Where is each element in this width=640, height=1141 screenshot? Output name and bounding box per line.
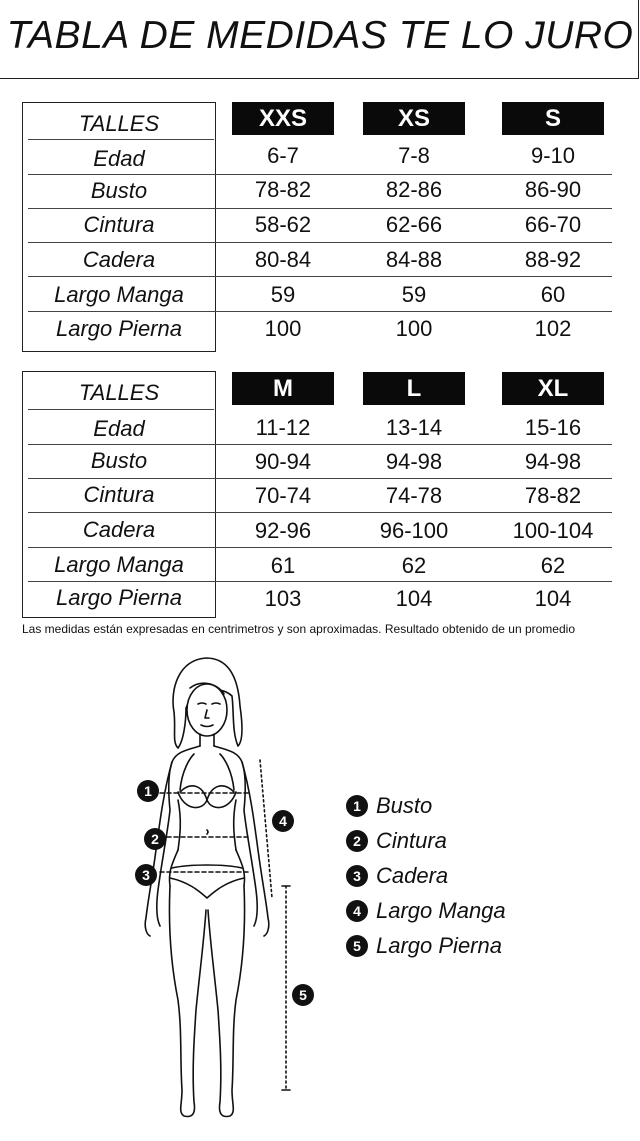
body-measurement-figure <box>120 650 340 1130</box>
table-cell: 78-82 <box>254 177 312 202</box>
marker-5-badge: 5 <box>292 984 314 1006</box>
table-cell: 59 <box>401 282 427 307</box>
measurement-legend <box>346 789 626 964</box>
row-label-largo-manga: Largo Manga <box>54 282 184 307</box>
table-cell: 96-100 <box>379 518 449 543</box>
table-cell: 78-82 <box>524 483 582 508</box>
marker-3-badge: 3 <box>135 864 157 886</box>
table-cell: 100 <box>264 316 302 341</box>
measurement-note: Las medidas están expresadas en centrimetros y son aproximadas. Resultado obtenido de un promedio <box>22 622 575 636</box>
table-cell: 80-84 <box>254 247 312 272</box>
body-outline-illustration <box>120 650 340 1130</box>
legend-label: Cintura <box>376 828 447 853</box>
legend-number-badge: 2 <box>346 830 368 852</box>
table-cell: 86-90 <box>524 177 582 202</box>
table-cell: 104 <box>534 586 572 611</box>
table-cell: 11-12 <box>255 415 311 440</box>
marker-4-badge: 4 <box>272 810 294 832</box>
legend-label: Busto <box>376 793 433 818</box>
marker-2-badge: 2 <box>144 828 166 850</box>
table-cell: 100 <box>395 316 433 341</box>
size-header-m: M <box>232 372 334 405</box>
table-cell: 90-94 <box>254 449 312 474</box>
legend-item <box>346 824 626 859</box>
table-cell: 62-66 <box>385 212 443 237</box>
row-label-edad: Edad <box>93 416 145 441</box>
size-table-1 <box>22 102 614 352</box>
row-label-edad: Edad <box>93 146 145 171</box>
row-divider <box>28 139 214 140</box>
table-cell: 66-70 <box>524 212 582 237</box>
legend-item <box>346 894 626 929</box>
legend-item <box>346 859 626 894</box>
table-cell: 103 <box>264 586 302 611</box>
table-cell: 13-14 <box>385 415 443 440</box>
table-cell: 92-96 <box>254 518 312 543</box>
table-cell: 102 <box>534 316 572 341</box>
size-table-2 <box>22 371 614 618</box>
table-cell: 60 <box>540 282 566 307</box>
table-cell: 58-62 <box>254 212 312 237</box>
legend-label: Cadera <box>376 863 449 888</box>
row-label-busto: Busto <box>90 178 148 203</box>
table-cell: 104 <box>395 586 433 611</box>
row-divider <box>28 409 214 410</box>
table-cell: 100-104 <box>512 518 594 543</box>
row-label-cadera: Cadera <box>82 247 156 272</box>
table-cell: 9-10 <box>530 143 576 168</box>
legend-number-badge: 5 <box>346 935 368 957</box>
size-header-xs: XS <box>363 102 465 135</box>
row-label-cintura: Cintura <box>83 482 155 507</box>
table-cell: 88-92 <box>524 247 582 272</box>
marker-1-badge: 1 <box>137 780 159 802</box>
row-label-cadera: Cadera <box>82 517 156 542</box>
size-header-xxs: XXS <box>232 102 334 135</box>
row-label-largo-manga: Largo Manga <box>54 552 184 577</box>
talles-header: TALLES <box>78 111 160 136</box>
row-label-largo-pierna: Largo Pierna <box>56 585 182 610</box>
legend-number-badge: 1 <box>346 795 368 817</box>
table-cell: 62 <box>540 553 566 578</box>
legend-label: Largo Manga <box>376 898 506 923</box>
size-header-xl: XL <box>502 372 604 405</box>
legend-number-badge: 4 <box>346 900 368 922</box>
table-cell: 61 <box>270 553 296 578</box>
table-cell: 7-8 <box>398 143 430 168</box>
size-header-s: S <box>502 102 604 135</box>
table-cell: 82-86 <box>385 177 443 202</box>
row-label-largo-pierna: Largo Pierna <box>56 316 182 341</box>
table-cell: 59 <box>270 282 296 307</box>
page-title: TABLA DE MEDIDAS TE LO JURO <box>6 14 634 57</box>
row-label-cintura: Cintura <box>83 212 155 237</box>
table-cell: 70-74 <box>254 483 312 508</box>
legend-label: Largo Pierna <box>376 933 502 958</box>
table-cell: 94-98 <box>524 449 582 474</box>
legend-item <box>346 929 626 964</box>
row-label-busto: Busto <box>90 448 148 473</box>
table-cell: 84-88 <box>385 247 443 272</box>
row-divider <box>28 276 612 277</box>
legend-item <box>346 789 626 824</box>
size-header-l: L <box>363 372 465 405</box>
table-cell: 15-16 <box>524 415 582 440</box>
table-cell: 74-78 <box>385 483 443 508</box>
legend-number-badge: 3 <box>346 865 368 887</box>
talles-header: TALLES <box>78 380 160 405</box>
table-cell: 6-7 <box>267 143 299 168</box>
table-cell: 94-98 <box>385 449 443 474</box>
table-cell: 62 <box>401 553 427 578</box>
